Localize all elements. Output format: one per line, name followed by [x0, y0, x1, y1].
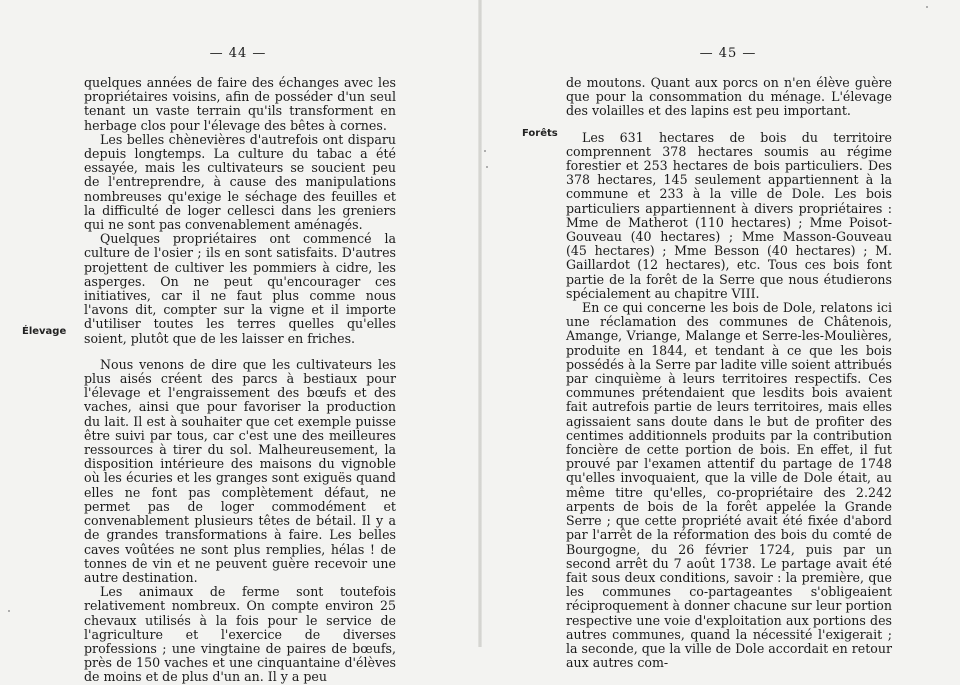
paragraph: Nous venons de dire que les cultivateurs les plus aisés créent des parcs à bestiaux pour l'élevage et l'engraissement des bœufs et des vaches, ainsi que pour favoriser la production du lait. Il est à souhaiter que cet exemple puisse être suivi par tous, car c'est une des meilleures ressources à tirer du sol. Malheureusement, la disposition intérieure des maisons du vignoble où les écuries et les granges sont exiguës quand elles ne font pas complètement défaut, ne permet pas de loger commodément et convenablement plusieurs têtes de bétail. Il y a de grandes transformations à faire. Les belles caves voûtées ne sont plus remplies, hélas ! de tonnes de vin et ne peuvent guère recevoir une autre destination. — [84, 356, 396, 585]
paragraph: En ce qui concerne les bois de Dole, relatons ici une réclamation des communes de Châtenois, Amange, Vriange, Malange et Serre-les-Moulières, produite en 1844, et tendant à ce que les bois possédés à la Serre par ladite ville soient attribués par cinquième à leurs territoires respectifs. Ces communes prétendaient que lesdits bois avaient fait autrefois partie de leurs territoires, mais elles agissaient sans doute dans le but de profiter des centimes additionnels produits par la contribution foncière de cette portion de bois. En effet, il fut prouvé par l'examen attentif du partage de 1748 qu'elles invoquaient, que la ville de Dole était, au même titre qu'elles, co-propriétaire des 2.242 arpents de bois de la forêt appelée la Grande Serre ; que cette propriété avait été fixée d'abord par l'arrêt de la réformation des bois du comté de Bourgogne, du 26 février 1724, puis par un second arrêt du 7 août 1738. Le partage avait été fait sous deux conditions, savoir : la première, que les communes co-partageantes s'obligeaient réciproquement à donner chacune sur leur portion respective une voie d'exploitation aux portions des autres communes, quand la nécessité l'exigerait ; la seconde, que la ville de Dole accordait en retour aux autres com- — [566, 300, 892, 671]
margin-note-forets: Forêts — [522, 128, 558, 139]
paragraph: Quelques propriétaires ont commencé la culture de l'osier ; ils en sont satisfaits. D'autres projettent de cultiver les pommiers à cidre, les asperges. On ne peut qu'encourager ces initiatives, car il ne faut plus comme nous l'avons dit, compter sur la vigne et il importe d'utiliser toutes les terres quelles qu'elles soient, plutôt que de les laisser en friches. — [84, 231, 396, 346]
left-page-number: — 44 — — [209, 46, 267, 61]
scan-speck — [486, 166, 488, 168]
scan-speck — [926, 6, 928, 8]
paragraph: quelques années de faire des échanges avec les propriétaires voisins, afin de posséder d'un seul tenant un vaste terrain qu'ils transforment en herbage clos pour l'élevage des bêtes à cornes. — [84, 75, 396, 133]
paragraph: de moutons. Quant aux porcs on n'en élève guère que pour la consommation du ménage. L'élevage des volailles et des lapins est peu important. — [566, 75, 892, 119]
left-page-text — [84, 76, 396, 685]
paragraph: Les 631 hectares de bois du territoire comprennent 378 hectares soumis au régime forestier et 253 hectares de bois particuliers. Des 378 hectares, 145 seulement appartiennent à la commune et 233 à la ville de Dole. Les bois particuliers appartiennent à divers propriétaires : Mme de Matherot (110 hectares) ; Mme Poisot-Gouveau (40 hectares) ; Mme Masson-Gouveau (45 hectares) ; Mme Besson (40 hectares) ; M. Gaillardot (12 hectares), etc. Tous ces bois font partie de la forêt de la Serre que nous étudierons spécialement au chapitre VIII. — [566, 129, 892, 301]
paragraph: Les belles chènevières d'autrefois ont disparu depuis longtemps. La culture du tabac a été essayée, mais les cultivateurs se soucient peu de l'entreprendre, à cause des manipulations nombreuses qu'exige le séchage des feuilles et la difficulté de loger cellesci dans les greniers qui ne sont pas convenablement aménagés. — [84, 131, 396, 233]
book-gutter — [478, 0, 482, 647]
paragraph: Les animaux de ferme sont toutefois relativement nombreux. On compte environ 25 chevaux utilisés à la fois pour le service de l'agriculture et l'exercice de diverses professions ; une vingtaine de paires de bœufs, près de 150 vaches et une cinquantaine d'élèves de moins et de plus d'un an. Il y a peu — [84, 584, 396, 685]
right-page-text — [566, 76, 892, 670]
right-page-number: — 45 — — [699, 46, 757, 61]
scan-speck — [8, 610, 10, 612]
scan-speck — [484, 150, 486, 152]
margin-note-elevage: Élevage — [22, 326, 67, 337]
